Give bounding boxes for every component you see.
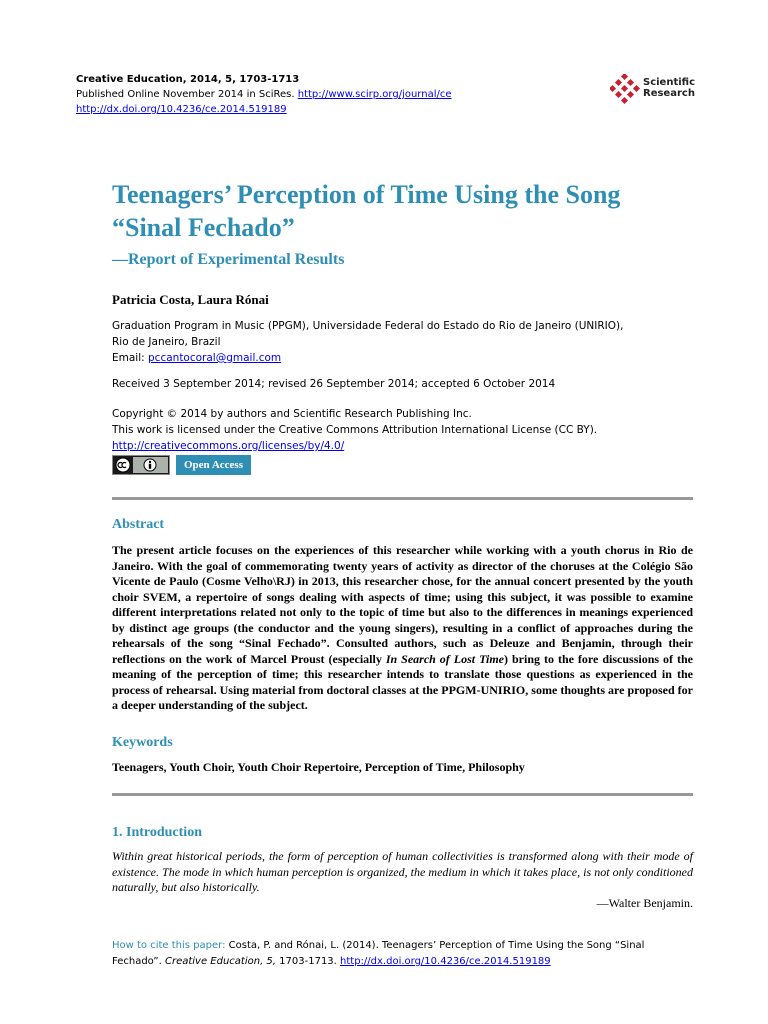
email-line	[112, 350, 672, 366]
citation-doi-link[interactable]: http://dx.doi.org/10.4236/ce.2014.519189	[340, 956, 551, 967]
citation-pages: 1703-1713.	[275, 956, 341, 967]
affiliation-line-2: Rio de Janeiro, Brazil	[112, 336, 221, 348]
doi-link[interactable]: http://dx.doi.org/10.4236/ce.2014.519189	[76, 104, 287, 115]
abstract-text-part-2: ) bring to the fore discussions of the meaning of the perception of time; this researcher intends to translate those questions as experienced in the process of rehearsal. Using material from doctoral classes at the PPGM-UNIRIO, some thoughts are proposed for a deeper understanding of the subject.	[112, 651, 694, 712]
abstract-heading: Abstract	[112, 517, 165, 532]
email-label: Email:	[112, 352, 149, 364]
logo-text	[643, 77, 695, 99]
copyright-line: Copyright © 2014 by authors and Scientific Research Publishing Inc.	[112, 408, 472, 420]
doi-line	[76, 102, 696, 117]
paper-subtitle: —Report of Experimental Results	[112, 251, 345, 268]
paper-title: Teenagers’ Perception of Time Using the Song “Sinal Fechado”	[112, 180, 621, 242]
journal-url-link[interactable]: http://www.scirp.org/journal/ce	[297, 89, 452, 100]
abstract-text-part-1: The present article focuses on the experiences of this researcher while working with a youth chorus in Rio de Janeiro. With the goal of commemorating twenty years of activity as director of the choruses at the Colégio São Vicente de Paulo (Cosme Velho\RJ) in 2013, this researcher chose, for the annual concert presented by the youth choir SVEM, a repertoire of songs dealing with aspects of time; using this subject, it was possible to examine different interpretations related not only to the topic of time but also to the differences in meanings experienced by distinct age groups (the conductor and the young singers), resulting in a conflict of approaches during the rehearsals of the song “Sinal Fechado”. Consulted authors, such as Deleuze and Benjamin, through their reflections on the work of Marcel Proust (especially	[112, 543, 693, 666]
abstract-italic-title: In Search of Lost Time	[385, 651, 504, 666]
publisher-logo-icon	[610, 74, 640, 104]
citation-journal: Creative Education, 5,	[164, 956, 276, 967]
introduction-heading: 1. Introduction	[112, 825, 202, 840]
creative-commons-icon	[113, 456, 169, 474]
received-dates: Received 3 September 2014; revised 26 September 2014; accepted 6 October 2014	[112, 378, 556, 390]
journal-citation: Creative Education, 2014, 5, 1703-1713	[76, 74, 300, 85]
how-to-cite	[112, 938, 693, 970]
author-list: Patricia Costa, Laura Rónai	[112, 292, 269, 307]
citation-lead: How to cite this paper:	[112, 940, 229, 951]
email-link[interactable]: pccantocoral@gmail.com	[148, 352, 282, 364]
license-line: This work is licensed under the Creative Commons Attribution International License (CC BY).	[112, 424, 598, 436]
affiliation-block	[112, 318, 672, 366]
license-link[interactable]: http://creativecommons.org/licenses/by/4.0/	[112, 440, 345, 452]
journal-header	[76, 72, 696, 117]
published-text: Published Online November 2014 in SciRes.	[76, 89, 298, 100]
scientific-research-logo	[610, 72, 700, 108]
section-divider-top	[112, 497, 693, 500]
abstract-text	[112, 543, 693, 714]
epigraph-author: —Walter Benjamin.	[596, 896, 693, 910]
copyright-block	[112, 406, 692, 454]
logo-line-2: Research	[643, 88, 695, 99]
keywords-heading: Keywords	[112, 735, 173, 750]
section-divider-bottom	[112, 793, 693, 796]
cc-by-badge[interactable]	[112, 455, 170, 475]
keywords-text: Teenagers, Youth Choir, Youth Choir Repertoire, Perception of Time, Philosophy	[112, 760, 525, 774]
open-access-badge[interactable]: Open Access	[176, 455, 251, 475]
citation-text: Costa, P. and Rónai, L. (2014). Teenagers’ Perception of Time Using the Song “Sinal Fechado”.	[112, 940, 645, 967]
logo-line-1: Scientific	[643, 77, 696, 88]
epigraph-quote: Within great historical periods, the form of perception of human collectivities is transformed along with their mode of existence. The mode in which human perception is organized, the medium in which it takes place, is not only conditioned naturally, but also historically.	[112, 849, 693, 894]
published-line	[76, 87, 696, 102]
affiliation-line-1: Graduation Program in Music (PPGM), Universidade Federal do Estado do Rio de Janeiro (UNIRIO),	[112, 320, 624, 332]
